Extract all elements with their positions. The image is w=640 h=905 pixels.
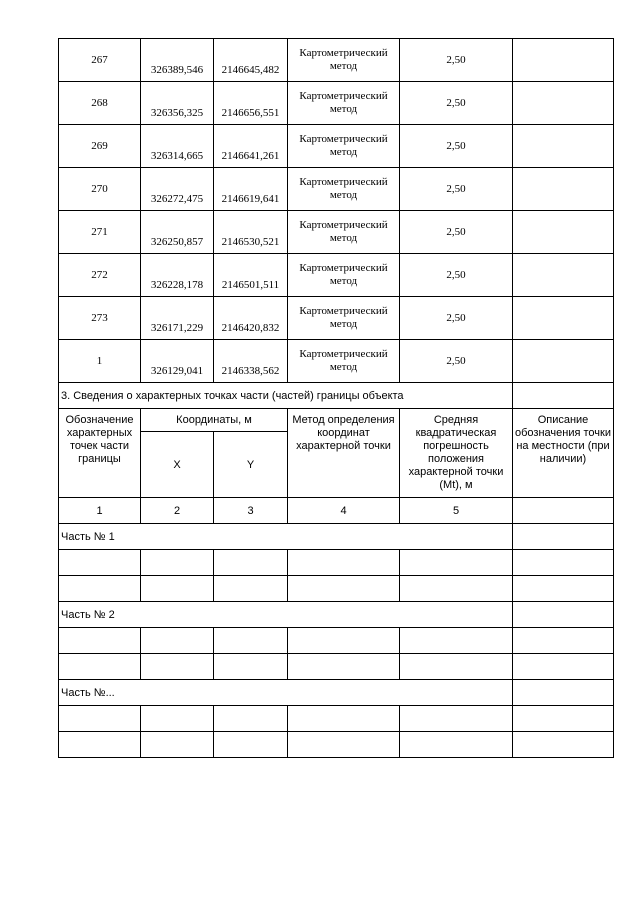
point-description <box>513 168 614 211</box>
header-description: Описание обозначения точки на местности (при наличии) <box>513 409 614 498</box>
header-x: X <box>141 432 214 498</box>
point-y: 2146501,511 <box>214 254 288 297</box>
point-number: 270 <box>59 168 141 211</box>
point-row <box>59 82 614 125</box>
empty-row <box>59 732 614 758</box>
empty-row <box>59 550 614 576</box>
section-3-title: 3. Сведения о характерных точках части (частей) границы объекта <box>59 383 513 409</box>
point-x: 326314,665 <box>141 125 214 168</box>
section-3-title-row <box>59 383 614 409</box>
column-number: 2 <box>141 498 214 524</box>
empty-cell <box>59 732 141 758</box>
header-designation: Обозначение характерных точек части границы <box>59 409 141 498</box>
point-description <box>513 39 614 82</box>
part-label: Часть № 1 <box>59 524 513 550</box>
part-rows <box>59 524 614 758</box>
point-description <box>513 297 614 340</box>
point-row <box>59 254 614 297</box>
point-mt: 2,50 <box>400 39 513 82</box>
empty-cell <box>141 706 214 732</box>
empty-cell <box>59 654 141 680</box>
empty-cell <box>400 706 513 732</box>
point-method: Картометрический метод <box>288 254 400 297</box>
empty-cell <box>288 550 400 576</box>
empty-row <box>59 654 614 680</box>
column-number: 5 <box>400 498 513 524</box>
point-row <box>59 211 614 254</box>
point-mt: 2,50 <box>400 82 513 125</box>
section-3 <box>59 383 614 524</box>
part-label: Часть №... <box>59 680 513 706</box>
point-row <box>59 39 614 82</box>
point-row <box>59 168 614 211</box>
empty-cell <box>141 732 214 758</box>
empty-cell <box>141 654 214 680</box>
point-mt: 2,50 <box>400 168 513 211</box>
empty-cell <box>513 654 614 680</box>
header-row <box>59 409 614 432</box>
point-method: Картометрический метод <box>288 211 400 254</box>
empty-cell <box>513 602 614 628</box>
point-mt: 2,50 <box>400 125 513 168</box>
column-number: 4 <box>288 498 400 524</box>
column-number: 1 <box>59 498 141 524</box>
header-y: Y <box>214 432 288 498</box>
empty-cell <box>141 628 214 654</box>
point-mt: 2,50 <box>400 297 513 340</box>
empty-cell <box>513 628 614 654</box>
empty-row <box>59 628 614 654</box>
point-method: Картометрический метод <box>288 82 400 125</box>
point-number: 272 <box>59 254 141 297</box>
empty-cell <box>513 706 614 732</box>
empty-cell <box>400 732 513 758</box>
point-number: 1 <box>59 340 141 383</box>
column-numbers-row <box>59 498 614 524</box>
point-description <box>513 82 614 125</box>
column-number: 3 <box>214 498 288 524</box>
empty-row <box>59 576 614 602</box>
empty-cell <box>214 706 288 732</box>
empty-cell <box>513 680 614 706</box>
part-row <box>59 680 614 706</box>
empty-cell <box>513 550 614 576</box>
empty-cell <box>141 576 214 602</box>
empty-cell <box>288 732 400 758</box>
point-x: 326171,229 <box>141 297 214 340</box>
point-method: Картометрический метод <box>288 168 400 211</box>
empty-cell <box>400 550 513 576</box>
empty-cell <box>513 576 614 602</box>
part-row <box>59 602 614 628</box>
point-description <box>513 125 614 168</box>
point-description <box>513 254 614 297</box>
empty-cell <box>59 576 141 602</box>
point-method: Картометрический метод <box>288 340 400 383</box>
point-x: 326250,857 <box>141 211 214 254</box>
point-mt: 2,50 <box>400 340 513 383</box>
point-mt: 2,50 <box>400 211 513 254</box>
empty-cell <box>59 706 141 732</box>
point-y: 2146338,562 <box>214 340 288 383</box>
point-description <box>513 340 614 383</box>
empty-cell <box>288 628 400 654</box>
empty-cell <box>513 524 614 550</box>
point-y: 2146645,482 <box>214 39 288 82</box>
empty-cell <box>400 654 513 680</box>
header-mt: Средняя квадратическая погрешность положения характерной точки (Mt), м <box>400 409 513 498</box>
header-coordinates: Координаты, м <box>141 409 288 432</box>
point-method: Картометрический метод <box>288 297 400 340</box>
empty-cell <box>214 732 288 758</box>
empty-cell <box>400 628 513 654</box>
empty-cell <box>288 706 400 732</box>
point-x: 326129,041 <box>141 340 214 383</box>
point-x: 326272,475 <box>141 168 214 211</box>
part-row <box>59 524 614 550</box>
point-number: 268 <box>59 82 141 125</box>
point-y: 2146420,832 <box>214 297 288 340</box>
header-method: Метод определения координат характерной точки <box>288 409 400 498</box>
empty-cell <box>141 550 214 576</box>
point-method: Картометрический метод <box>288 39 400 82</box>
point-number: 267 <box>59 39 141 82</box>
point-y: 2146530,521 <box>214 211 288 254</box>
empty-cell <box>214 576 288 602</box>
empty-cell <box>288 576 400 602</box>
point-x: 326356,325 <box>141 82 214 125</box>
point-y: 2146619,641 <box>214 168 288 211</box>
point-y: 2146641,261 <box>214 125 288 168</box>
empty-cell <box>214 654 288 680</box>
point-row <box>59 125 614 168</box>
empty-row <box>59 706 614 732</box>
empty-cell <box>59 550 141 576</box>
empty-cell <box>59 628 141 654</box>
point-description <box>513 211 614 254</box>
empty-cell <box>214 628 288 654</box>
empty-cell <box>513 498 614 524</box>
point-x: 326228,178 <box>141 254 214 297</box>
empty-cell <box>214 550 288 576</box>
part-label: Часть № 2 <box>59 602 513 628</box>
point-method: Картометрический метод <box>288 125 400 168</box>
empty-cell <box>400 576 513 602</box>
point-row <box>59 297 614 340</box>
point-number: 273 <box>59 297 141 340</box>
empty-cell <box>513 732 614 758</box>
point-number: 269 <box>59 125 141 168</box>
boundary-points-table <box>58 38 614 758</box>
empty-cell <box>513 383 614 409</box>
point-mt: 2,50 <box>400 254 513 297</box>
point-number: 271 <box>59 211 141 254</box>
point-rows <box>59 39 614 383</box>
point-y: 2146656,551 <box>214 82 288 125</box>
point-row <box>59 340 614 383</box>
point-x: 326389,546 <box>141 39 214 82</box>
empty-cell <box>288 654 400 680</box>
